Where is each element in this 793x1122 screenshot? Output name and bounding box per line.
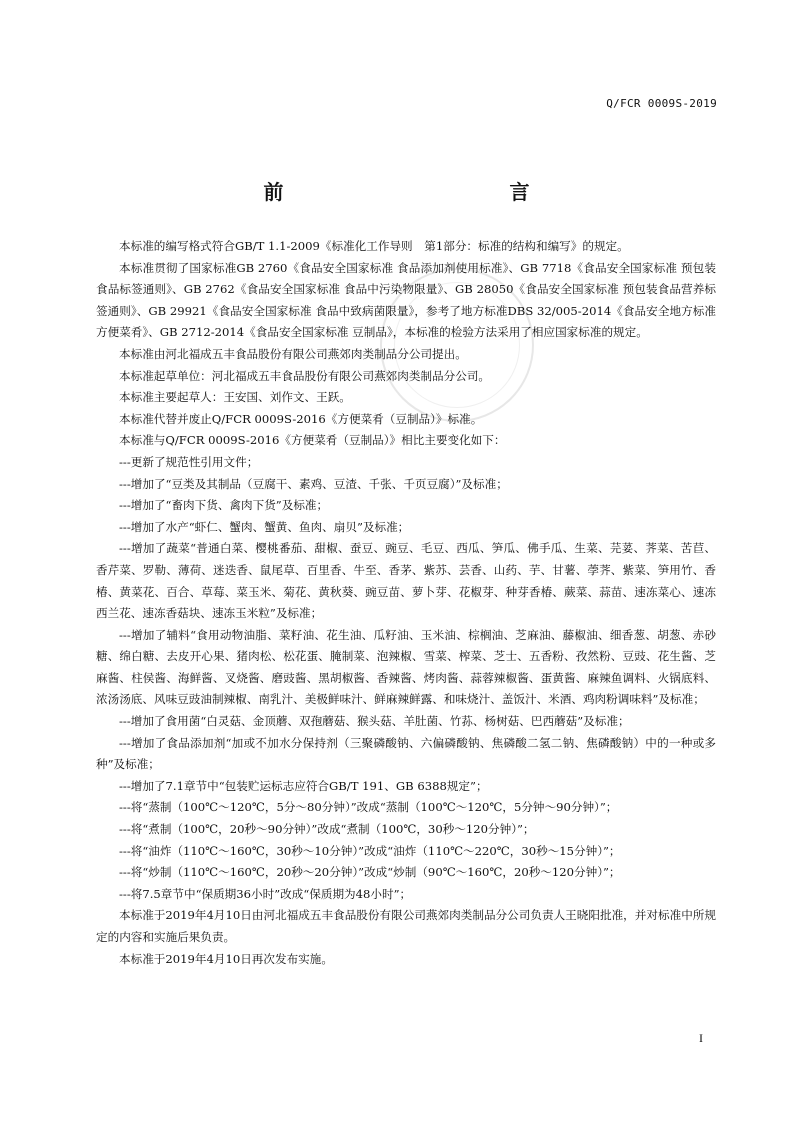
change-item: ---更新了规范性引用文件； xyxy=(119,454,259,469)
change-item: ---增加了7.1章节中“包装贮运标志应符合GB/T 191、GB 6388规定”； xyxy=(119,778,488,793)
paragraph: 本标准于2019年4月10日由河北福成五丰食品股份有限公司燕郊肉类制品分公司负责人王晓阳批准，并对标准中所规定的内容和实施后果负责。 xyxy=(96,908,716,944)
change-item: ---增加了“豆类及其制品（豆腐干、素鸡、豆渣、千张、千页豆腐）”及标准； xyxy=(119,476,508,491)
change-item: ---增加了水产“虾仁、蟹肉、蟹黄、鱼肉、扇贝”及标准； xyxy=(119,519,410,534)
paragraph: 本标准于2019年4月10日再次发布实施。 xyxy=(119,951,333,966)
change-item: ---增加了辅料“食用动物油脂、菜籽油、花生油、瓜籽油、玉米油、棕榈油、芝麻油、藤椒油、细香葱、胡葱、赤砂糖、绵白糖、去皮开心果、猪肉松、松花蛋、腌制菜、泡辣椒、雪菜、榨菜、芝士、五香粉、孜然粉、豆豉、花生酱、芝麻酱、柱侯酱、海鲜酱、叉烧酱、磨豉酱、黑胡椒酱、香辣酱、烤肉酱、蒜蓉辣椒酱、蛋黄酱、麻辣鱼调料、火锅底料、浓汤汤底、风味豆豉油制辣椒、南乳汁、美极鲜味汁、鲜麻辣鲜露、和味烧汁、盖饭汁、米酒、鸡肉粉调味料”及标准； xyxy=(96,627,716,707)
change-item: ---将“炒制（110℃～160℃，20秒～20分钟）”改成“炒制（90℃～160℃，20秒～120分钟）”； xyxy=(119,865,621,880)
change-item: ---将“蒸制（100℃～120℃，5分～80分钟）”改成“蒸制（100℃～120℃，5分钟～90分钟）”； xyxy=(119,800,618,815)
page-title: 前 言 xyxy=(263,180,592,204)
document-code: Q/FCR 0009S-2019 xyxy=(606,97,717,110)
change-item: ---将“油炸（110℃～160℃，30秒～10分钟）”改成“油炸（110℃～220℃，30秒～15分钟）”； xyxy=(119,843,621,858)
foreword-body xyxy=(96,236,716,970)
paragraph: 本标准主要起草人：王安国、刘作文、王跃。 xyxy=(119,390,351,405)
change-item: ---增加了蔬菜“普通白菜、樱桃番茄、甜椒、蚕豆、豌豆、毛豆、西瓜、笋瓜、佛手瓜、生菜、芫荽、荠菜、苦苣、香芹菜、罗勒、薄荷、迷迭香、鼠尾草、百里香、牛至、香茅、紫苏、芸香、山药、芋、甘薯、荸荠、紫菜、笋用竹、香椿、黄菜花、百合、草莓、菜玉米、菊花、黄秋葵、豌豆苗、萝卜芽、花椒芽、种芽香椿、蕨菜、蒜苗、速冻菜心、速冻西兰花、速冻香菇块、速冻玉米粒”及标准； xyxy=(96,541,716,621)
paragraph: 本标准由河北福成五丰食品股份有限公司燕郊肉类制品分公司提出。 xyxy=(119,346,467,361)
change-item: ---增加了食用菌“白灵菇、金顶蘑、双孢蘑菇、猴头菇、羊肚菌、竹荪、杨树菇、巴西蘑菇”及标准； xyxy=(119,714,630,729)
change-item: ---将“煮制（100℃，20秒～90分钟）”改成“煮制（100℃，30秒～120分钟）”； xyxy=(119,822,535,837)
paragraph: 本标准的编写格式符合GB/T 1.1-2009《标准化工作导则 第1部分：标准的结构和编写》的规定。 xyxy=(119,239,629,253)
page-number: I xyxy=(699,1031,703,1045)
paragraph: 本标准贯彻了国家标准GB 2760《食品安全国家标准 食品添加剂使用标准》、GB 7718《食品安全国家标准 预包装食品标签通则》、GB 2762《食品安全国家标准 食品中污染物限量》、GB 28050《食品安全国家标准 预包装食品营养标签通则》、GB 29921《食品安全国家标准 食品中致病菌限量》，参考了地方标准DBS 32/005-2014《食品安全地方标准 方便菜肴》、GB 2712-2014《食品安全国家标准 豆制品》，本标准的检验方法采用了相应国家标准的规定。 xyxy=(96,260,717,340)
paragraph: 本标准与Q/FCR 0009S-2016《方便菜肴（豆制品）》相比主要变化如下： xyxy=(119,433,506,448)
change-item: ---增加了“畜肉下货、禽肉下货”及标准； xyxy=(119,498,329,513)
paragraph: 本标准起草单位：河北福成五丰食品股份有限公司燕郊肉类制品分公司。 xyxy=(119,368,491,383)
change-item: ---增加了食品添加剂“加或不加水分保持剂（三聚磷酸钠、六偏磷酸钠、焦磷酸二氢二钠、焦磷酸钠）中的一种或多种”及标准； xyxy=(96,735,716,772)
paragraph: 本标准代替并废止Q/FCR 0009S-2016《方便菜肴（豆制品）》标准。 xyxy=(119,411,483,426)
change-item: ---将7.5章节中“保质期36小时”改成“保质期为48小时”； xyxy=(119,886,412,901)
